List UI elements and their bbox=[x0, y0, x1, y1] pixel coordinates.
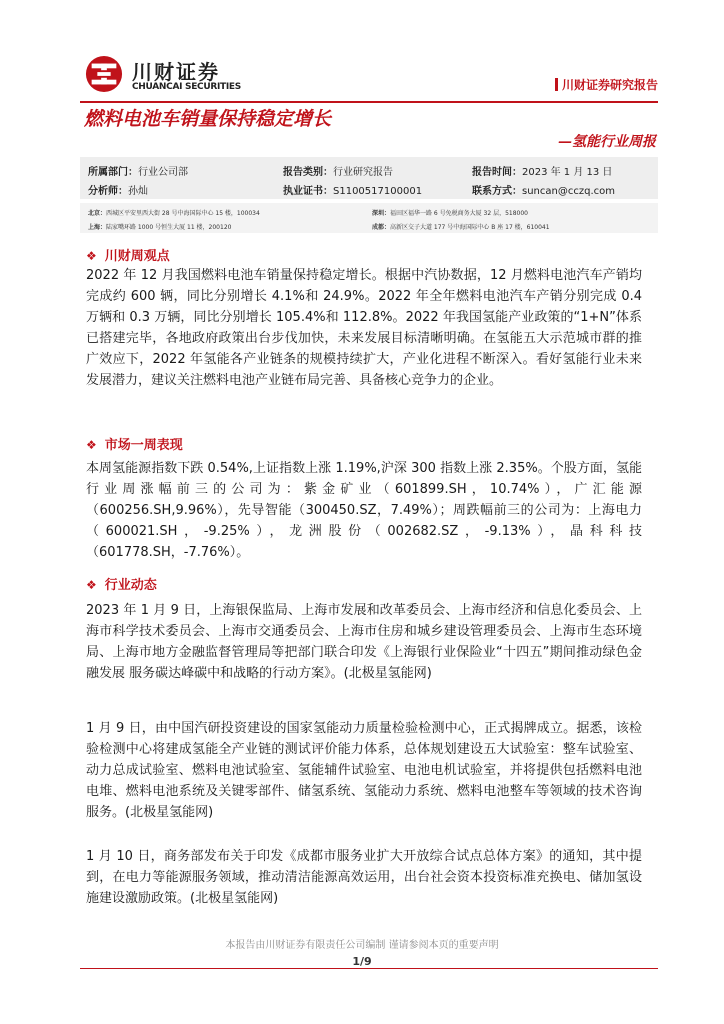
footer-disclaimer: 本报告由川财证券有限责任公司编制 谨请参阅本页的重要声明 bbox=[225, 940, 499, 951]
type-value: 行业研究报告 bbox=[333, 167, 393, 178]
beijing-label: 北京： bbox=[88, 210, 107, 217]
analyst-label: 分析师： bbox=[88, 186, 128, 197]
shenzhen-value: 福田区福华一路 6 号免税商务大厦 32 层，518000 bbox=[390, 210, 529, 217]
paragraph-news-3: 1 月 10 日，商务部发布关于印发《成都市服务业扩大开放综合试点总体方案》的通知，其中提到，在电力等能源服务领域，推动清洁能源高效运用，出台社会资本投资标准充换电、储加氢设施建设激励政策。(北极星氢能网) bbox=[86, 849, 642, 906]
type-label: 报告类别： bbox=[283, 167, 333, 178]
chengdu-label: 成都： bbox=[372, 224, 391, 231]
contact-value[interactable]: suncan@cczq.com bbox=[522, 186, 615, 197]
footer-divider bbox=[80, 968, 658, 969]
report-title: 燃料电池车销量保持稳定增长 bbox=[84, 108, 332, 130]
report-info-table bbox=[80, 157, 658, 199]
cert-field bbox=[283, 182, 422, 197]
report-header bbox=[80, 52, 658, 100]
logo-emblem-icon bbox=[85, 55, 123, 93]
paragraph-market: 本周氢能源指数下跌 0.54%,上证指数上涨 1.19%,沪深 300 指数上涨 2.35%。个股方面，氢能行业周涨幅前三的公司为：紫金矿业（601899.SH，10.74%），广汇能源（600256.SH,9.96%），先导智能（300450.SZ，7.49%）；周跌幅前三的公司为：上海电力（600021.SH，-9.25%），龙洲股份（002682.SZ，-9.13%），晶科科技（601778.SH，-7.76%）。 bbox=[86, 461, 642, 560]
title-block bbox=[80, 103, 658, 153]
dept-value: 行业公司部 bbox=[138, 167, 188, 178]
shanghai-label: 上海： bbox=[88, 224, 107, 231]
section-heading-industry-news bbox=[86, 574, 157, 593]
address-shenzhen bbox=[372, 208, 528, 217]
address-chengdu bbox=[372, 222, 550, 231]
dept-label: 所属部门： bbox=[88, 167, 138, 178]
tag-bar-icon bbox=[555, 78, 558, 91]
company-logo bbox=[80, 52, 260, 96]
logo-english-name: CHUANCAI SECURITIES bbox=[132, 82, 241, 92]
section-heading-market bbox=[86, 434, 183, 453]
time-value: 2023 年 1 月 13 日 bbox=[522, 167, 613, 178]
cert-label: 执业证书： bbox=[283, 186, 333, 197]
contact-field bbox=[472, 182, 615, 197]
chengdu-value: 高新区交子大道 177 号中海国际中心 B 座 17 楼，610041 bbox=[390, 224, 550, 231]
dept-field bbox=[88, 163, 188, 178]
shanghai-value: 陆家嘴环路 1000 号恒生大厦 11 楼，200120 bbox=[106, 224, 232, 231]
type-field bbox=[283, 163, 393, 178]
time-field bbox=[472, 163, 612, 178]
diamond-bullet-icon: ❖ bbox=[86, 438, 97, 452]
logo-chinese-name: 川财证券 bbox=[132, 60, 220, 84]
report-type-tag bbox=[555, 76, 658, 93]
page-number: 1/9 bbox=[352, 955, 372, 968]
paragraph-news-1: 2023 年 1 月 9 日，上海银保监局、上海市发展和改革委员会、上海市经济和信息化委员会、上海市科学技术委员会、上海市交通委员会、上海市住房和城乡建设管理委员会、上海市生态环境局、上海市地方金融监督管理局等把部门联合印发《上海银行业保险业“十四五”期间推动绿色金融发展 服务碳达峰碳中和战略的行动方案》。(北极星氢能网) bbox=[86, 603, 642, 681]
contact-label: 联系方式： bbox=[472, 186, 522, 197]
cert-value: S1100517100001 bbox=[333, 186, 423, 197]
shenzhen-label: 深圳： bbox=[372, 210, 391, 217]
section-heading-weekly-view bbox=[86, 245, 170, 264]
diamond-bullet-icon: ❖ bbox=[86, 249, 97, 263]
section-title: 川财周观点 bbox=[104, 249, 170, 264]
office-addresses bbox=[80, 203, 658, 233]
paragraph-weekly-view: 2022 年 12 月我国燃料电池车销量保持稳定增长。根据中汽协数据，12 月燃料电池汽车产销均完成约 600 辆，同比分别增长 4.1%和 24.9%。2022 年全年燃料电池汽车产销分别完成 0.4 万辆和 0.3 万辆，同比分别增长 105.4%和 112.8%。2022 年我国氢能产业政策的“1+N”体系已搭建完毕，各地政府政策出台步伐加快，未来发展目标清晰明确。在氢能五大示范城市群的推广效应下，2022 年氢能各产业链条的规模持续扩大，产业化进程不断深入。看好氢能行业未来发展潜力，建议关注燃料电池产业链布局完善、具备核心竞争力的企业。 bbox=[86, 268, 642, 388]
time-label: 报告时间： bbox=[472, 167, 522, 178]
diamond-bullet-icon: ❖ bbox=[86, 578, 97, 592]
address-shanghai bbox=[88, 222, 231, 231]
report-subtitle: —氢能行业周报 bbox=[558, 134, 656, 150]
report-tag-text: 川财证券研究报告 bbox=[561, 78, 658, 92]
section-title: 行业动态 bbox=[104, 578, 157, 593]
paragraph-news-2: 1 月 9 日，由中国汽研投资建设的国家氢能动力质量检验检测中心，正式揭牌成立。据悉，该检验检测中心将建成氢能全产业链的测试评价能力体系，总体规划建设五大试验室：整车试验室、动力总成试验室、燃料电池试验室、氢能辅件试验室、电池电机试验室，并将提供包括燃料电池电堆、燃料电池系统及关键零部件、储氢系统、氢能动力系统、燃料电池整车等领域的技术咨询服务。(北极星氢能网) bbox=[86, 721, 642, 820]
address-beijing bbox=[88, 208, 260, 217]
analyst-field bbox=[88, 182, 148, 197]
analyst-value: 孙灿 bbox=[128, 186, 148, 197]
beijing-value: 西城区平安里西大街 28 号中海国际中心 15 楼，100034 bbox=[106, 210, 260, 217]
section-title: 市场一周表现 bbox=[104, 438, 183, 453]
